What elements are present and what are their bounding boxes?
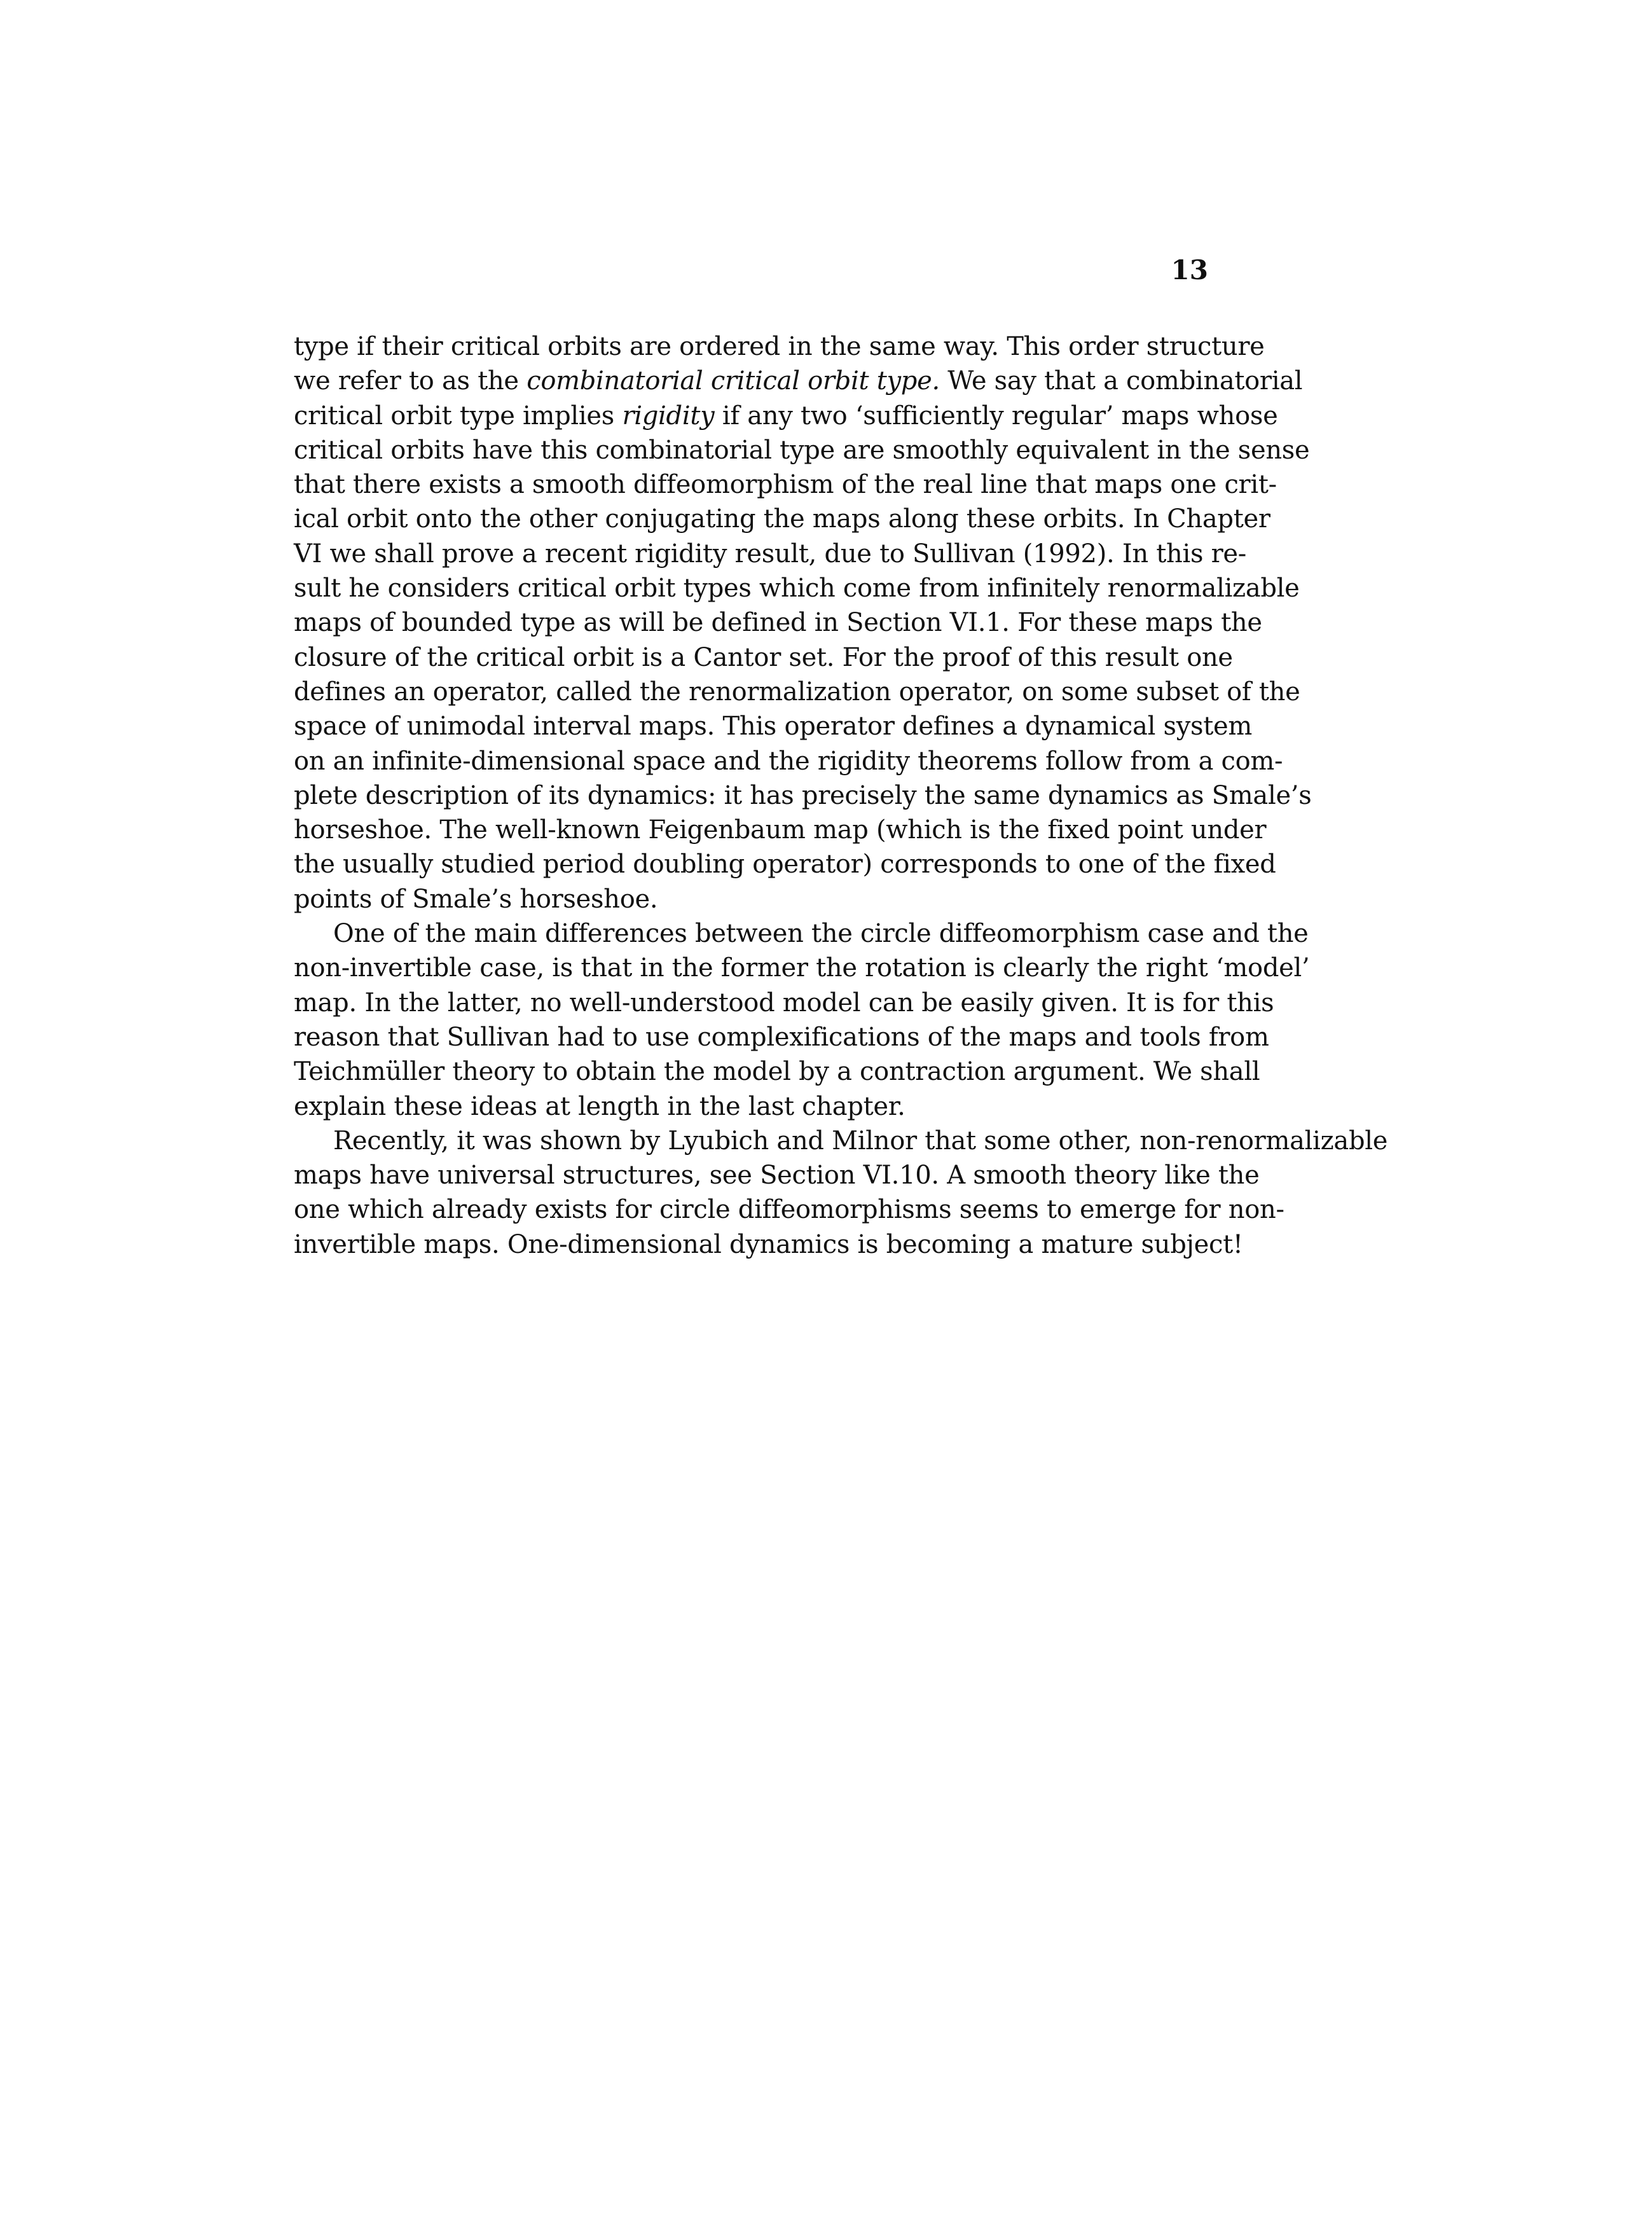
text-line: defines an operator, called the renormalization operator, on some subset of the	[294, 677, 1300, 707]
text-line: closure of the critical orbit is a Cantor set. For the proof of this result one	[294, 642, 1233, 672]
text-line: map. In the latter, no well-understood model can be easily given. It is for this	[294, 988, 1274, 1018]
text-line: one which already exists for circle diffeomorphisms seems to emerge for non-	[294, 1195, 1284, 1225]
text-line: reason that Sullivan had to use complexifications of the maps and tools from	[294, 1022, 1269, 1052]
text-span: We say that a combinatorial	[939, 366, 1303, 396]
emphasized-term: rigidity	[622, 401, 715, 431]
text-line	[294, 399, 1278, 433]
body-text	[294, 329, 1388, 1262]
text-line: maps of bounded type as will be defined in Section VI.1. For these maps the	[294, 608, 1262, 638]
text-line: Recently, it was shown by Lyubich and Milnor that some other, non-renormalizable	[333, 1126, 1388, 1156]
text-line: maps have universal structures, see Section VI.10. A smooth theory like the	[294, 1161, 1260, 1191]
text-line: ical orbit onto the other conjugating the maps along these orbits. In Chapter	[294, 504, 1270, 534]
text-line: Teichmüller theory to obtain the model by a contraction argument. We shall	[294, 1057, 1260, 1087]
page-number: 13	[1171, 254, 1208, 286]
text-span: critical orbit type implies	[294, 401, 623, 431]
text-line: plete description of its dynamics: it has precisely the same dynamics as Smale’s	[294, 780, 1312, 810]
text-line: invertible maps. One-dimensional dynamics is becoming a mature subject!	[294, 1229, 1243, 1259]
text-line: explain these ideas at length in the last chapter.	[294, 1091, 905, 1121]
text-line: that there exists a smooth diffeomorphism of the real line that maps one crit-	[294, 470, 1277, 500]
text-line: the usually studied period doubling operator) corresponds to one of the fixed	[294, 850, 1276, 880]
text-line: One of the main differences between the circle diffeomorphism case and the	[333, 919, 1309, 949]
emphasized-term: combinatorial critical orbit type.	[527, 366, 940, 396]
text-line: sult he considers critical orbit types which come from infinitely renormalizable	[294, 574, 1300, 604]
text-span: we refer to as the	[294, 366, 527, 396]
text-line: points of Smale’s horseshoe.	[294, 884, 658, 914]
text-line: non-invertible case, is that in the former the rotation is clearly the right ‘model’	[294, 953, 1310, 983]
text-line: type if their critical orbits are ordered in the same way. This order structure	[294, 332, 1265, 361]
text-line: on an infinite-dimensional space and the rigidity theorems follow from a com-	[294, 746, 1283, 776]
text-line: VI we shall prove a recent rigidity result, due to Sullivan (1992). In this re-	[294, 539, 1247, 569]
text-line: critical orbits have this combinatorial type are smoothly equivalent in the sense	[294, 435, 1310, 465]
text-line	[294, 364, 1303, 398]
text-line: space of unimodal interval maps. This operator defines a dynamical system	[294, 712, 1253, 742]
text-line: horseshoe. The well-known Feigenbaum map (which is the fixed point under	[294, 815, 1267, 845]
text-span: if any two ‘sufficiently regular’ maps whose	[714, 401, 1278, 431]
